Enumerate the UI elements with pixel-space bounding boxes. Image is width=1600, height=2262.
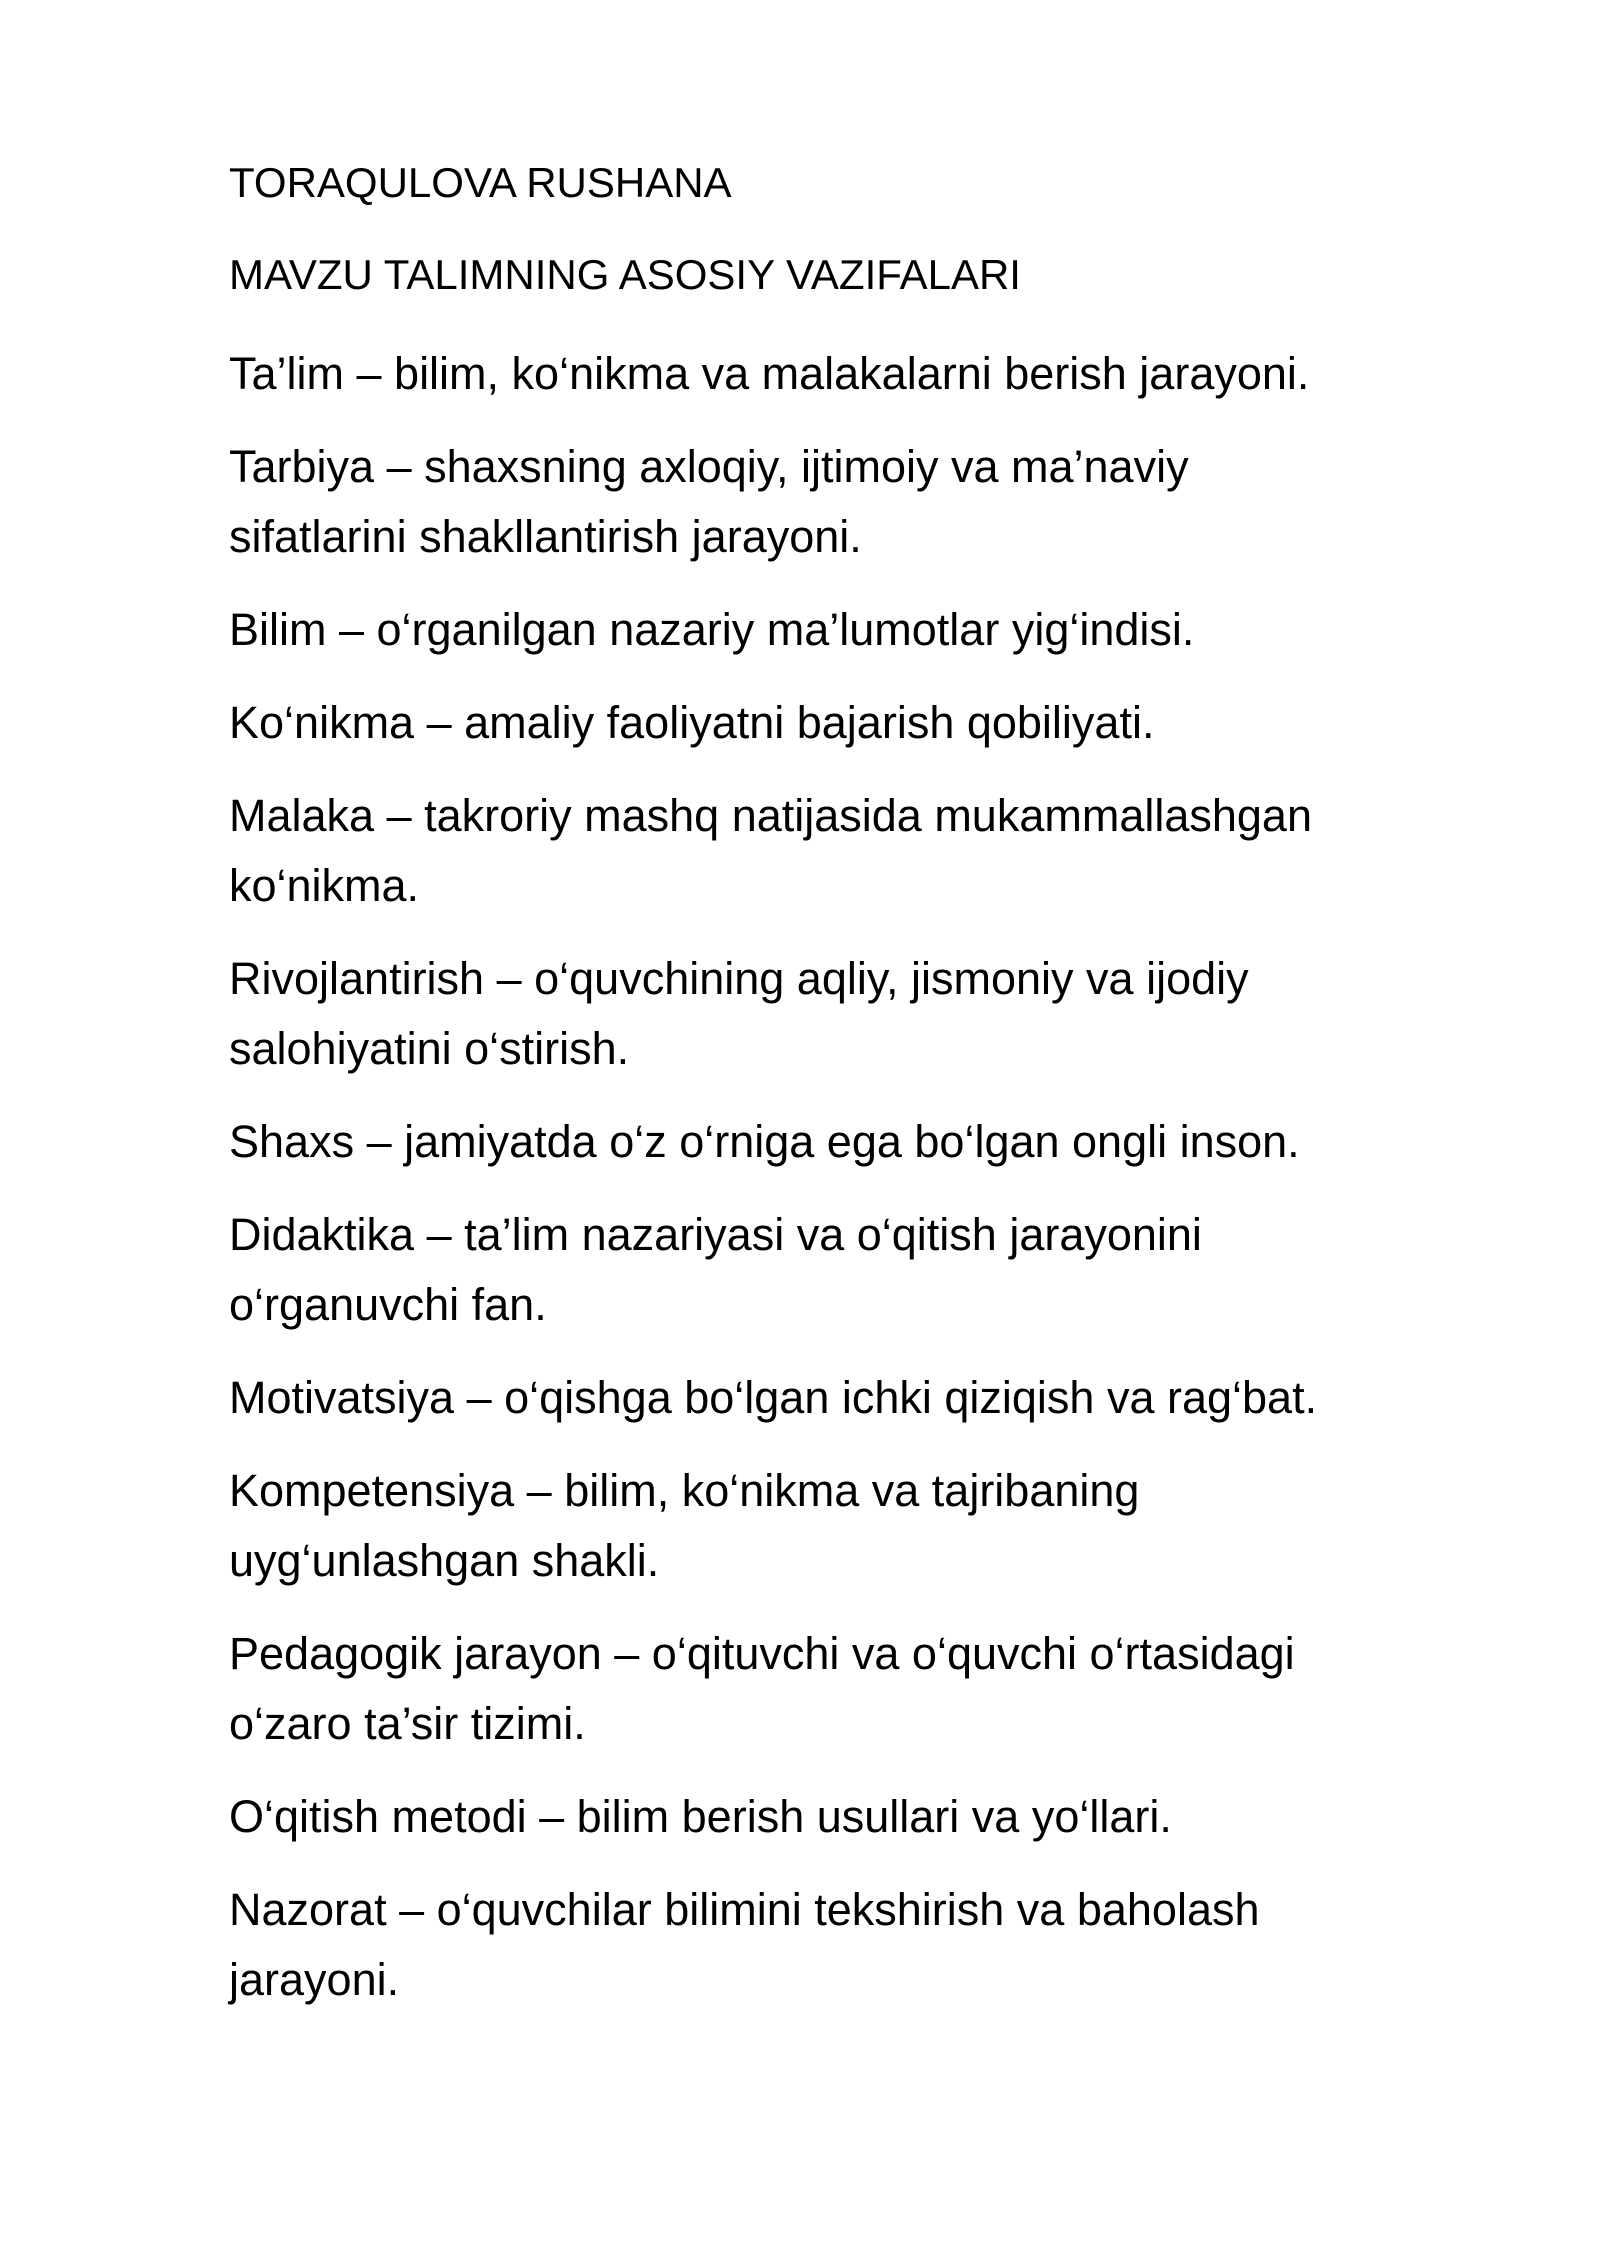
definition-paragraph: Didaktika – ta’lim nazariyasi va o‘qitish jarayonini o‘rganuvchi fan.	[229, 1209, 1202, 1330]
definition-paragraph: Ta’lim – bilim, ko‘nikma va malakalarni berish jarayoni.	[229, 348, 1310, 399]
document-body	[229, 155, 1469, 2038]
definition-paragraph: Shaxs – jamiyatda o‘z o‘rniga ega bo‘lgan ongli inson.	[229, 1116, 1300, 1167]
definition-paragraph: Rivojlantirish – o‘quvchining aqliy, jismoniy va ijodiy salohiyatini o‘stirish.	[229, 953, 1249, 1074]
definition-paragraph: Motivatsiya – o‘qishga bo‘lgan ichki qiziqish va rag‘bat.	[229, 1372, 1318, 1423]
definition-paragraph: Nazorat – o‘quvchilar bilimini tekshirish va baholash jarayoni.	[229, 1884, 1260, 2005]
definition-paragraph: Tarbiya – shaxsning axloqiy, ijtimoiy va ma’naviy sifatlarini shakllantirish jarayoni.	[229, 441, 1189, 562]
definition-paragraph: O‘qitish metodi – bilim berish usullari va yo‘llari.	[229, 1791, 1172, 1842]
author-name: TORAQULOVA RUSHANA	[229, 159, 732, 206]
topic-title: MAVZU TALIMNING ASOSIY VAZIFALARI	[229, 251, 1021, 298]
definition-paragraph: Malaka – takroriy mashq natijasida mukammallashgan ko‘nikma.	[229, 790, 1312, 911]
definition-paragraph: Pedagogik jarayon – o‘qituvchi va o‘quvchi o‘rtasidagi o‘zaro ta’sir tizimi.	[229, 1628, 1295, 1749]
definition-paragraph: Kompetensiya – bilim, ko‘nikma va tajribaning uyg‘unlashgan shakli.	[229, 1465, 1140, 1586]
definition-paragraph: Bilim – o‘rganilgan nazariy ma’lumotlar yig‘indisi.	[229, 604, 1195, 655]
definition-paragraph: Ko‘nikma – amaliy faoliyatni bajarish qobiliyati.	[229, 697, 1155, 748]
